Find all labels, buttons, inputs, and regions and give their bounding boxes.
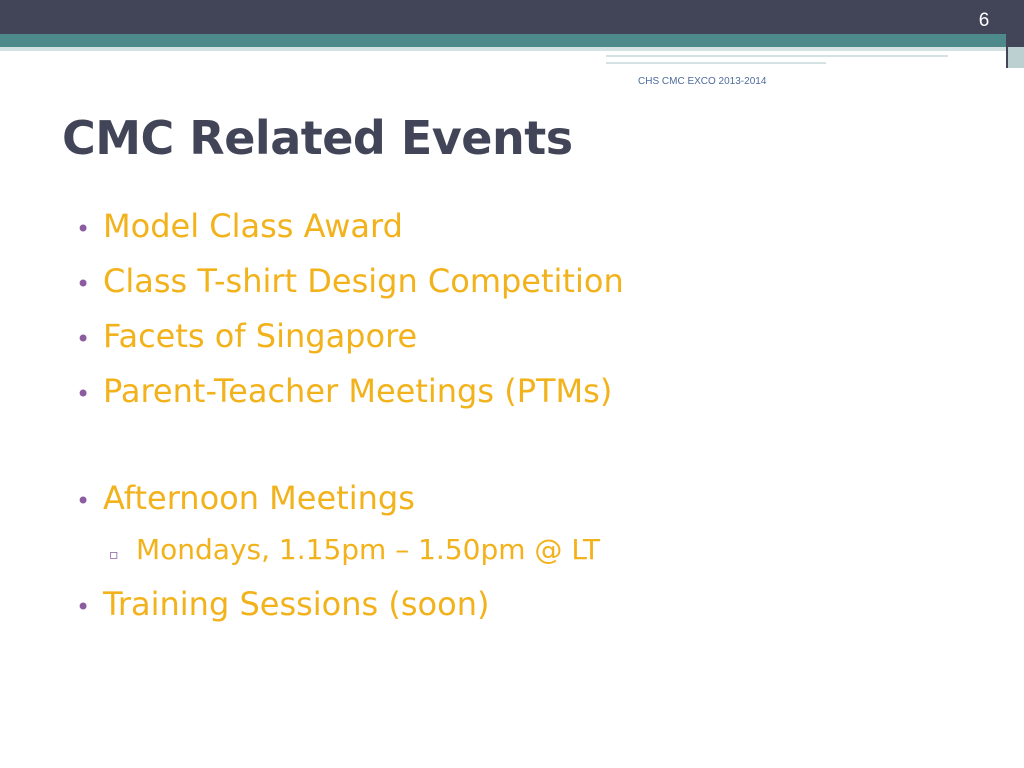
bullet-dot-icon: • <box>76 270 91 298</box>
bullet-dot-icon: • <box>76 487 91 515</box>
decorative-rule-short <box>606 62 826 64</box>
bullet-dot-icon: • <box>76 593 91 621</box>
bullet-dot-icon: • <box>76 325 91 353</box>
bullet-text: Training Sessions (soon) <box>103 585 490 623</box>
bullet-spacer <box>76 420 624 472</box>
bullet-text: Class T-shirt Design Competition <box>103 262 624 300</box>
sub-bullet-square-icon: ▫ <box>109 547 119 563</box>
bullet-item <box>76 255 624 310</box>
bullet-item <box>76 578 624 633</box>
header-teal-band <box>0 34 1024 47</box>
bullet-list <box>76 200 624 633</box>
header-bar <box>0 0 1024 34</box>
slide-number: 6 <box>978 10 990 31</box>
header-corner-accent <box>1008 47 1024 68</box>
bullet-dot-icon: • <box>76 380 91 408</box>
slide-title: CMC Related Events <box>62 111 573 165</box>
bullet-dot-icon: • <box>76 215 91 243</box>
bullet-item <box>76 472 624 527</box>
decorative-rule <box>606 55 948 57</box>
bullet-text: Model Class Award <box>103 207 403 245</box>
bullet-item <box>76 200 624 255</box>
bullet-item <box>76 365 624 420</box>
bullet-item <box>76 310 624 365</box>
header-light-band <box>0 47 1024 51</box>
bullet-text: Parent-Teacher Meetings (PTMs) <box>103 372 613 410</box>
bullet-text: Afternoon Meetings <box>103 479 415 517</box>
bullet-text: Facets of Singapore <box>103 317 418 355</box>
sub-bullet-text: Mondays, 1.15pm – 1.50pm @ LT <box>136 533 601 566</box>
sub-bullet-item <box>76 527 624 578</box>
slide-footer: CHS CMC EXCO 2013-2014 <box>638 76 767 87</box>
